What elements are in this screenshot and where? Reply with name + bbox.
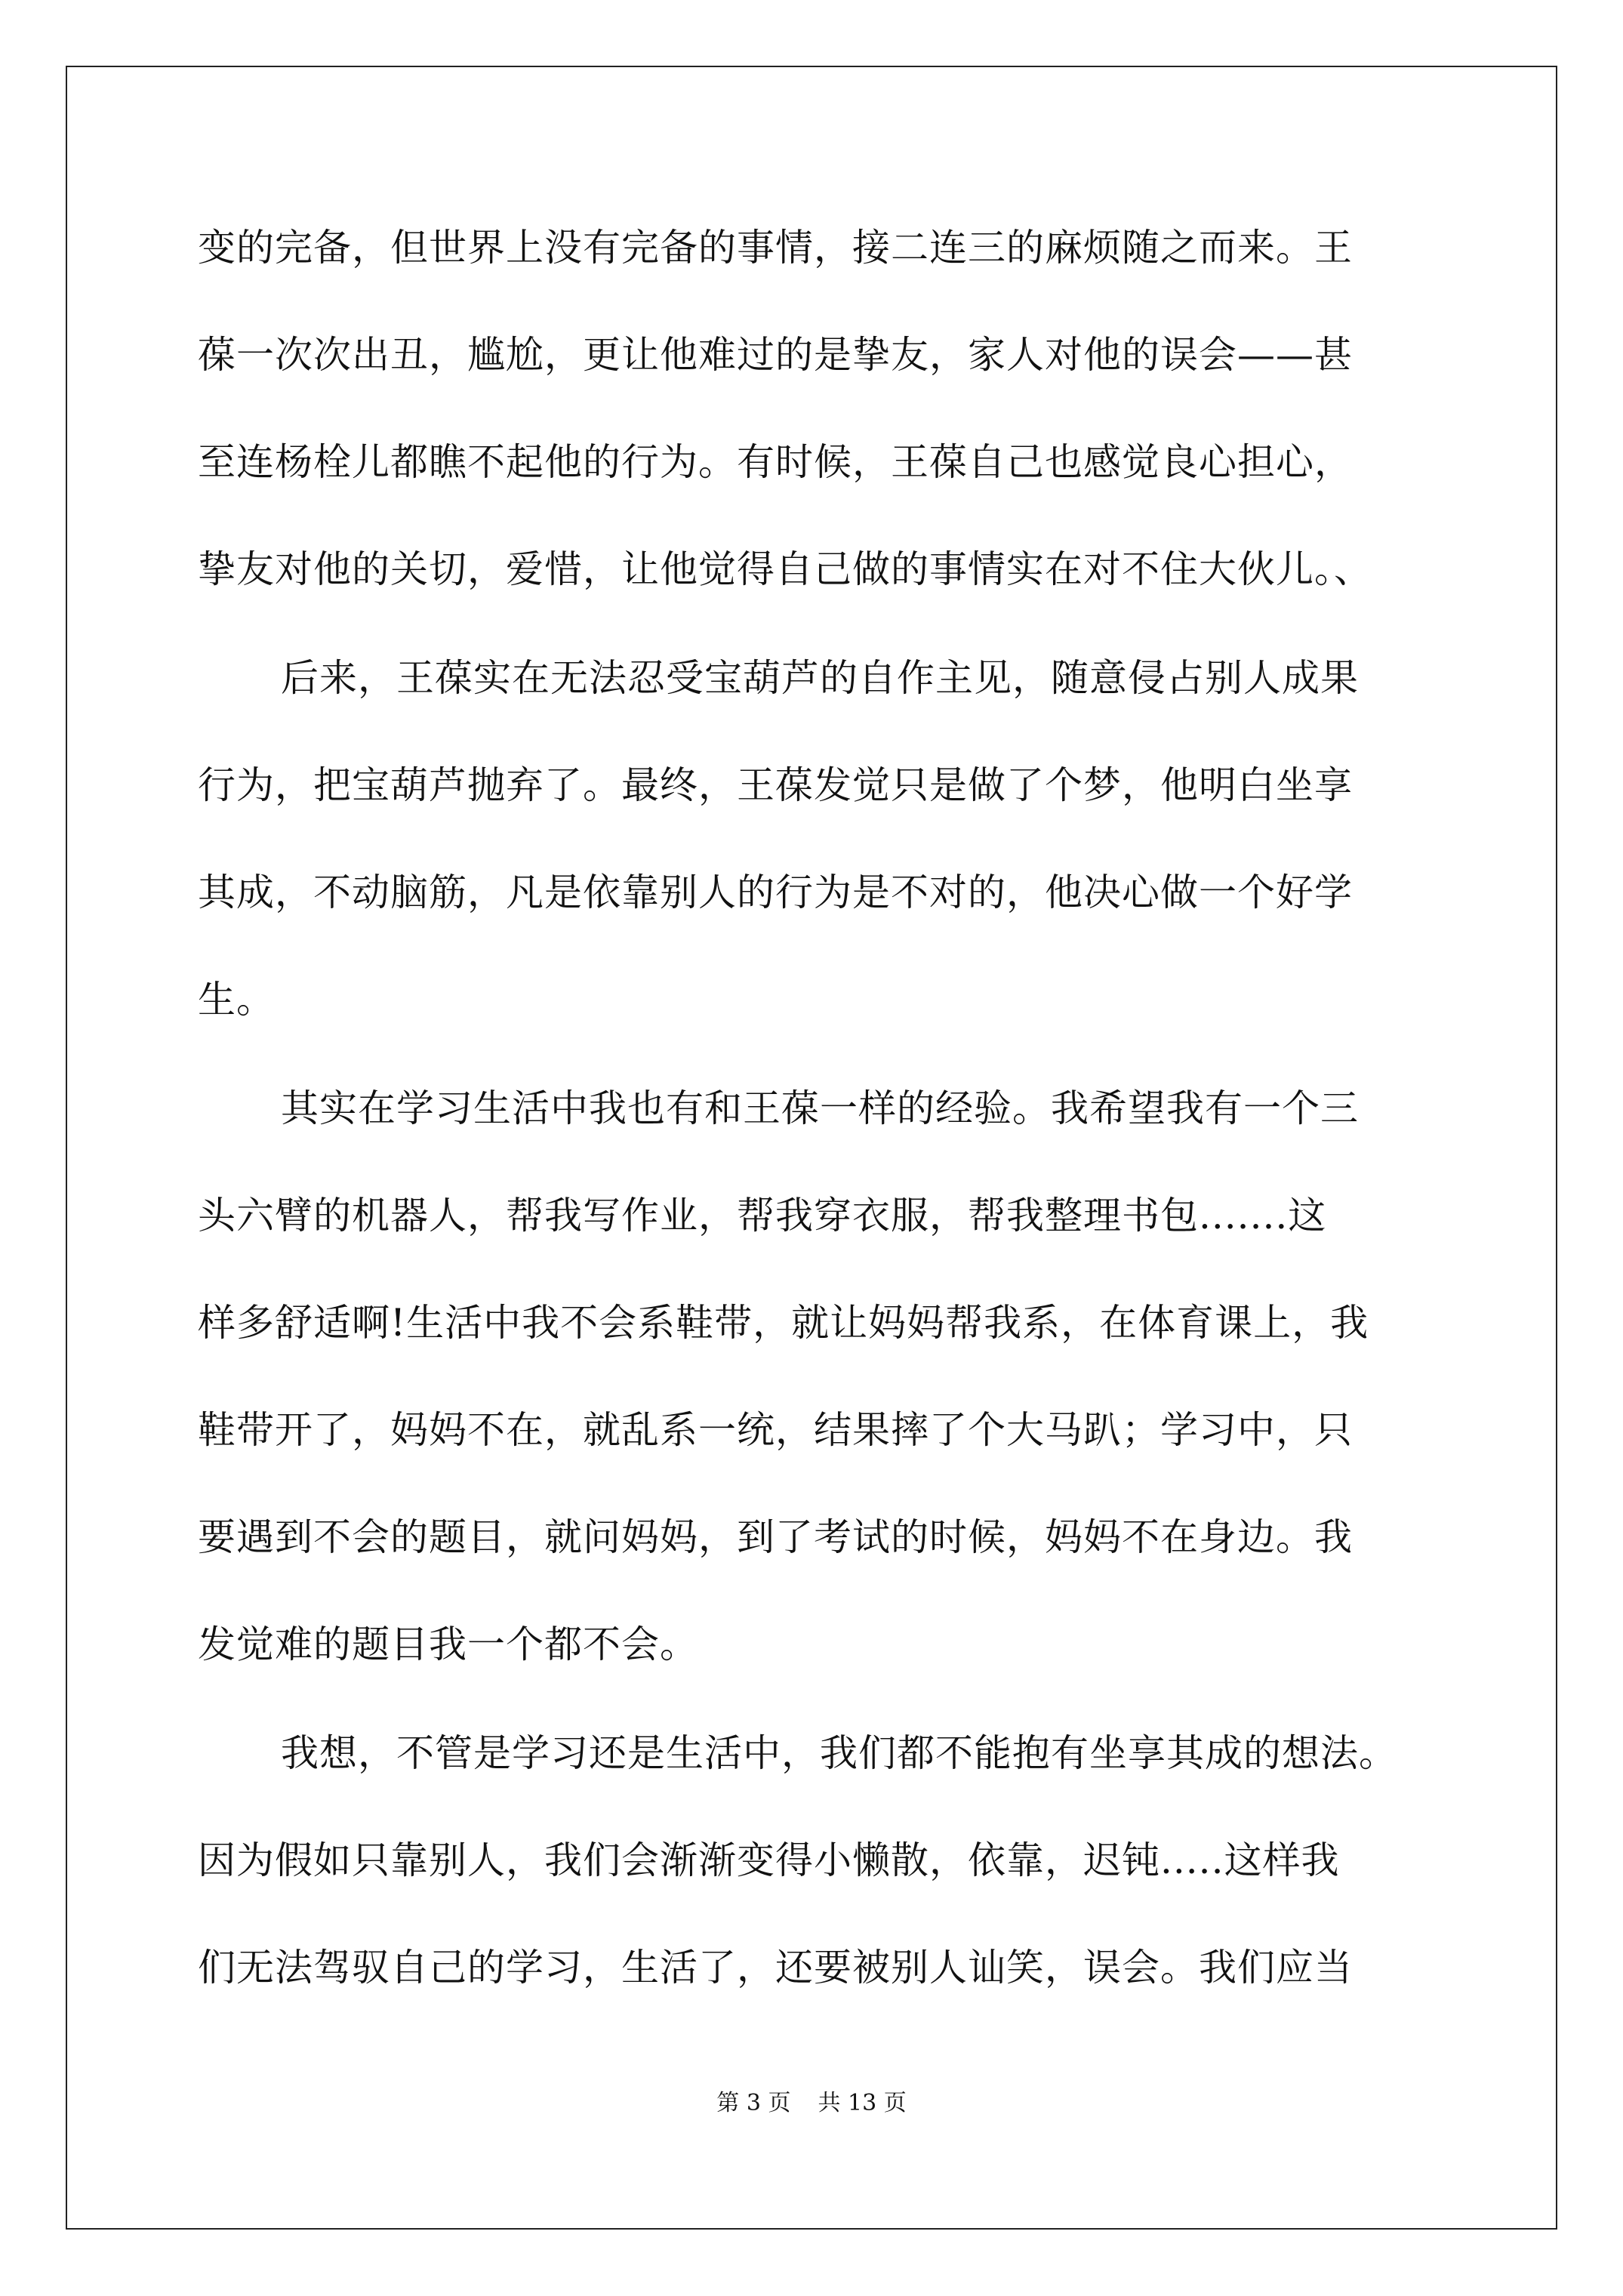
text-line: 至连杨栓儿都瞧不起他的行为。有时候，王葆自己也感觉良心担心， bbox=[198, 440, 1353, 484]
text-line: 头六臂的机器人，帮我写作业，帮我穿衣服，帮我整理书包.......这 bbox=[198, 1194, 1327, 1237]
page-total: 共 13 页 bbox=[818, 2090, 907, 2116]
text-line: 生。 bbox=[198, 978, 275, 1022]
paragraph-first-line: 后来，王葆实在无法忍受宝葫芦的自作主见，随意侵占别人成果 bbox=[281, 656, 1359, 700]
text-line: 们无法驾驭自己的学习，生活了，还要被别人讪笑，误会。我们应当 bbox=[198, 1946, 1353, 1989]
text-line: 发觉难的题目我一个都不会。 bbox=[198, 1623, 698, 1666]
text-line: 鞋带开了，妈妈不在，就乱系一统，结果摔了个大马趴；学习中，只 bbox=[198, 1408, 1353, 1452]
text-line: 变的完备，但世界上没有完备的事情，接二连三的麻烦随之而来。王 bbox=[198, 226, 1353, 270]
page-number: 第 3 页 bbox=[716, 2090, 791, 2116]
text-line: 要遇到不会的题目，就问妈妈，到了考试的时候，妈妈不在身边。我 bbox=[198, 1515, 1353, 1559]
text-line: 葆一次次出丑，尴尬，更让他难过的是挚友，家人对他的误会——甚 bbox=[198, 333, 1353, 377]
paragraph-first-line: 其实在学习生活中我也有和王葆一样的经验。我希望我有一个三 bbox=[281, 1086, 1359, 1130]
text-line: 行为，把宝葫芦抛弃了。最终，王葆发觉只是做了个梦，他明白坐享 bbox=[198, 763, 1353, 807]
text-line: 因为假如只靠别人，我们会渐渐变得小懒散，依靠，迟钝.....这样我 bbox=[198, 1838, 1340, 1882]
text-line: 样多舒适啊!生活中我不会系鞋带，就让妈妈帮我系，在体育课上，我 bbox=[198, 1301, 1369, 1345]
text-line: 挚友对他的关切，爱惜，让他觉得自己做的事情实在对不住大伙儿。、 bbox=[198, 547, 1372, 591]
page-footer bbox=[0, 2088, 1623, 2119]
text-line: 其成，不动脑筋，凡是依靠别人的行为是不对的，他决心做一个好学 bbox=[198, 871, 1353, 914]
paragraph-first-line: 我想，不管是学习还是生活中，我们都不能抱有坐享其成的想法。 bbox=[281, 1731, 1397, 1775]
